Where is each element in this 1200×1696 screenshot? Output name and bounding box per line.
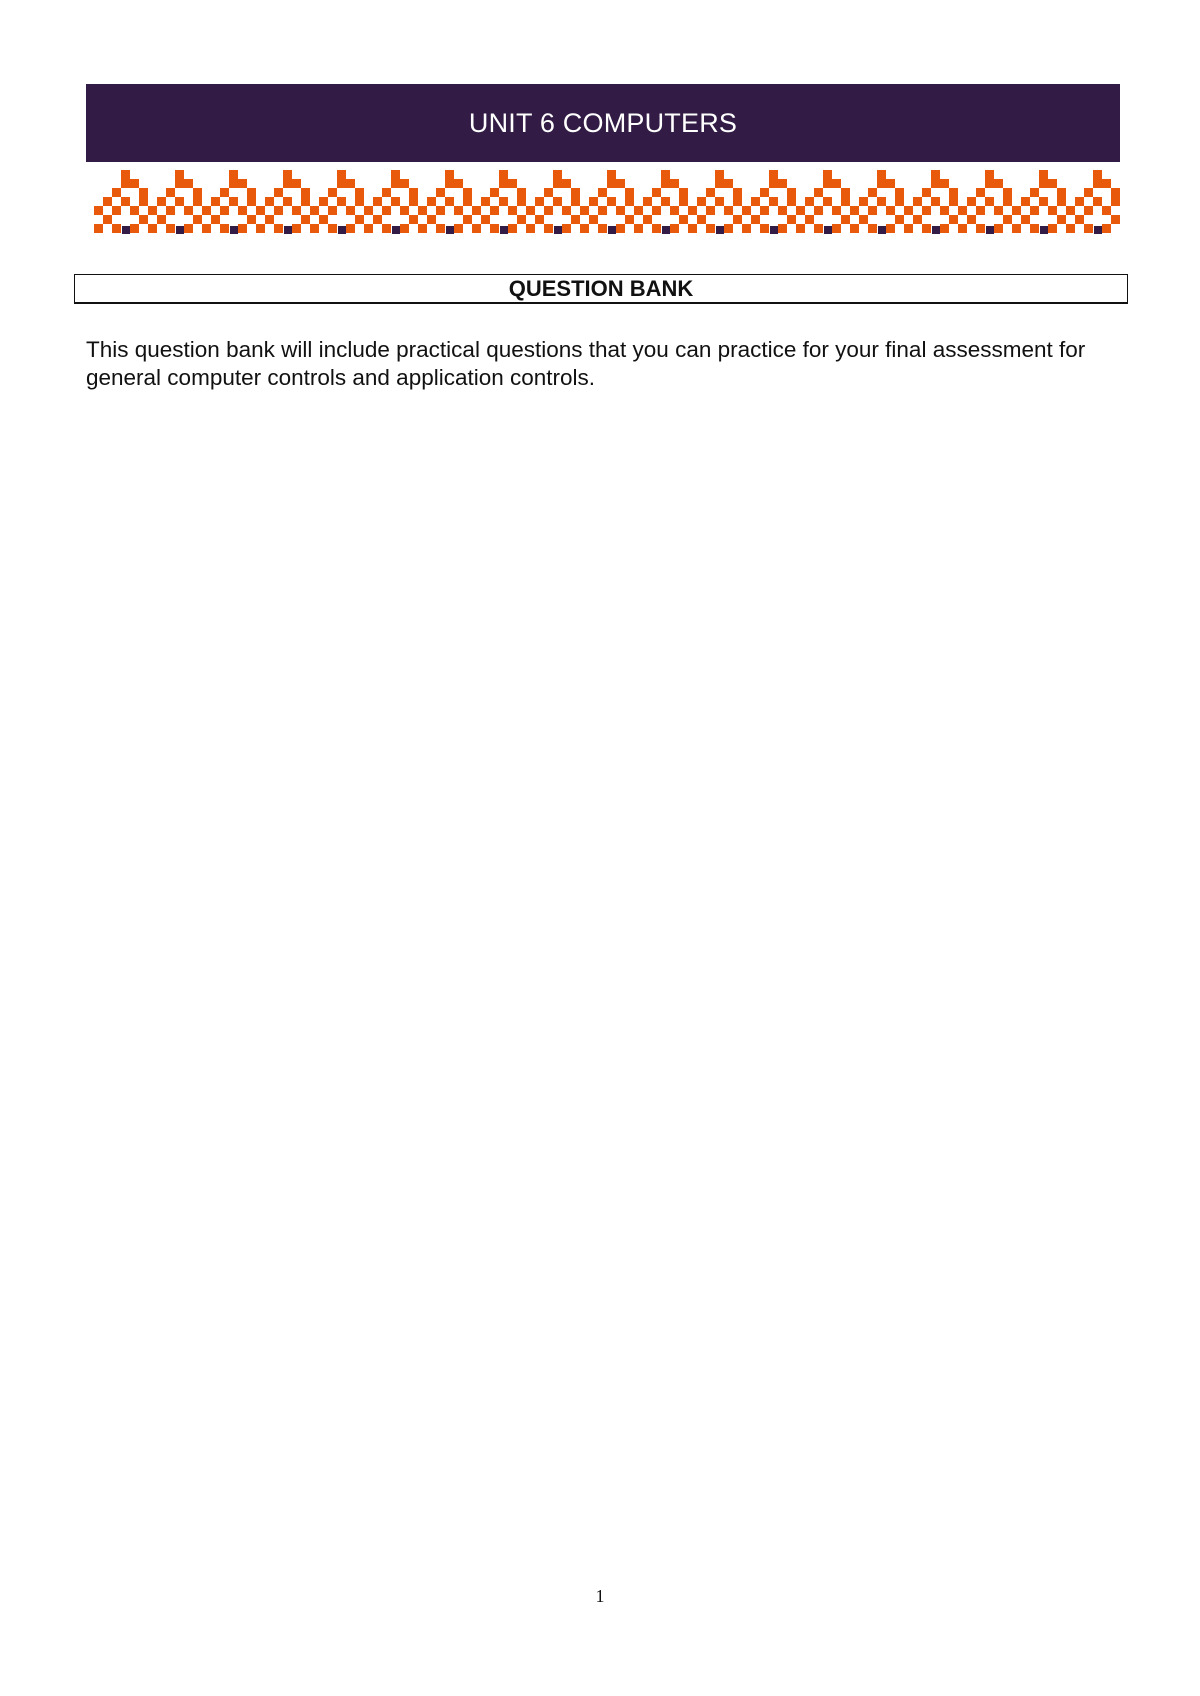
page-number: 1 (595, 1586, 605, 1606)
document-title: UNIT 6 COMPUTERS (468, 107, 738, 138)
title-band (86, 84, 1120, 162)
zigzag-border-pattern (94, 170, 1120, 240)
section-heading-box (74, 274, 1128, 304)
intro-paragraph: This question bank will include practical questions that you can practice for your final assessment for general computer controls and application controls. (86, 337, 1086, 390)
section-heading: QUESTION BANK (508, 275, 694, 301)
